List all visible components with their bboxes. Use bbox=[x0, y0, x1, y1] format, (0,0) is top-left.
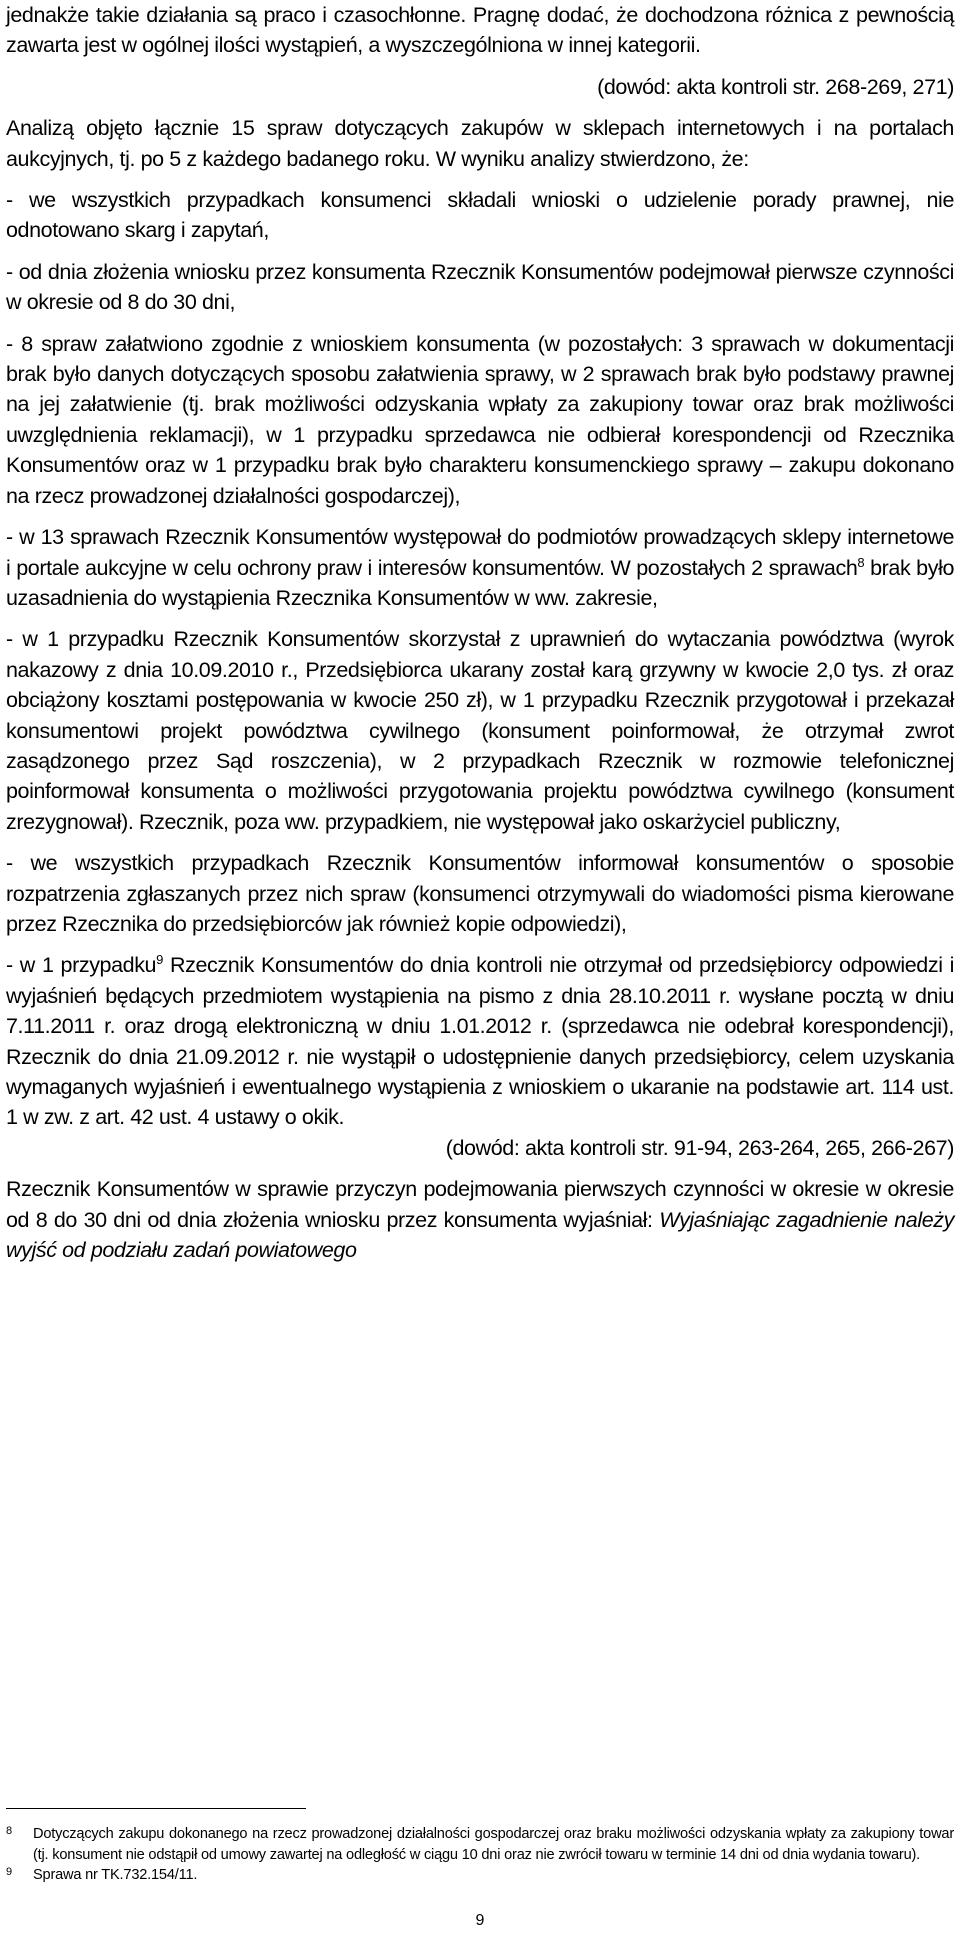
paragraph-text: Rzecznik Konsumentów w sprawie przyczyn podejmowania pierwszych czynności w okresie w okresie od 8 do 30 dni od dnia złożenia wniosku przez konsumenta wyjaśniał: bbox=[6, 1177, 954, 1232]
paragraph: Analizą objęto łącznie 15 spraw dotyczących zakupów w sklepach internetowych i na portalach aukcyjnych, tj. po 5 z każdego badanego roku. W wyniku analizy stwierdzono, że: bbox=[6, 116, 954, 171]
list-item: - we wszystkich przypadkach Rzecznik Konsumentów informował konsumentów o sposobie rozpatrzenia zgłaszanych przez nich spraw (konsumenci otrzymywali do wiadomości pisma kierowane przez Rzecznika do przedsiębiorców jak również kopie odpowiedzi), bbox=[6, 851, 954, 936]
list-item: - we wszystkich przypadkach konsumenci składali wnioski o udzielenie porady prawnej, nie odnotowano skarg i zapytań, bbox=[6, 188, 954, 243]
body-text bbox=[6, 0, 954, 1276]
footnote-text: Dotyczących zakupu dokonanego na rzecz prowadzonej działalności gospodarczej oraz braku możliwości odzyskania wpłaty za zakupiony towar (tj. konsument nie odstąpił od umowy zawartej na odległość w ciągu 10 dni oraz nie zwrócił towaru w terminie 14 dni od dnia wydania towaru). bbox=[33, 1826, 954, 1863]
list-item: - od dnia złożenia wniosku przez konsumenta Rzecznik Konsumentów podejmował pierwsze czynności w okresie od 8 do 30 dni, bbox=[6, 259, 954, 315]
list-item-text: - w 1 przypadku bbox=[6, 953, 157, 978]
page-number: 9 bbox=[475, 1912, 485, 1929]
footnote-mark: 8 bbox=[6, 1825, 12, 1837]
footnote-ref: 8 bbox=[857, 554, 865, 570]
footnote-separator bbox=[6, 1808, 306, 1809]
list-item: - w 1 przypadku Rzecznik Konsumentów skorzystał z uprawnień do wytaczania powództwa (wyrok nakazowy z dnia 10.09.2010 r., Przedsiębiorca ukarany został karą grzywny w kwocie 2,0 tys. zł oraz obciążony kosztami postępowania w kwocie 250 zł), w 1 przypadku Rzecznik przygotował i przekazał konsumentowi projekt powództwa cywilnego (konsument poinformował, że otrzymał zwrot zasądzonego przez Sąd roszczenia), w 2 przypadkach Rzecznik w rozmowie telefonicznej poinformował konsumenta o możliwości przygotowania projektu powództwa cywilnego (konsument zrezygnował). Rzecznik, poza ww. przypadkiem, nie występował jako oskarżyciel publiczny, bbox=[6, 627, 954, 834]
list-item-text: brak było uzasadnienia do wystąpienia Rzecznika Konsumentów w ww. zakresie, bbox=[6, 555, 954, 610]
footnote-mark: 9 bbox=[6, 1866, 12, 1878]
list-item-text: Rzecznik Konsumentów do dnia kontroli nie otrzymał od przedsiębiorcy odpowiedzi i wyjaśnień będących przedmiotem wystąpienia na pismo z dnia 28.10.2011 r. wysłane pocztą w dniu 7.11.2011 r. oraz drogą elektroniczną w dniu 1.01.2012 r. (sprzedawca nie odebrał korespondencji), Rzecznik do dnia 21.09.2012 r. nie wystąpił o udostępnienie danych przedsiębiorcy, celem uzyskania wymaganych wyjaśnień i ewentualnego wystąpienia z wnioskiem o ukaranie na podstawie art. 114 ust. 1 w zw. z art. 42 ust. 4 ustawy o okik. bbox=[6, 953, 954, 1130]
quoted-text: Wyjaśniając zagadnienie należy wyjść od podziału zadań powiatowego bbox=[6, 1207, 954, 1263]
evidence-reference: (dowód: akta kontroli str. 91-94, 263-264, 265, 266-267) bbox=[445, 1135, 954, 1160]
list-item bbox=[6, 522, 954, 613]
footnote-ref: 9 bbox=[156, 952, 163, 968]
list-item-text: - w 13 sprawach Rzecznik Konsumentów występował do podmiotów prowadzących sklepy internetowe i portale aukcyjne w celu ochrony praw i interesów konsumentów. W pozostałych 2 sprawach bbox=[6, 525, 954, 580]
footnote bbox=[6, 1824, 954, 1865]
paragraph: jednakże takie działania są praco i czasochłonne. Pragnę dodać, że dochodzona różnica z pewnością zawarta jest w ogólnej ilości wystąpień, a wyszczególniona w innej kategorii. bbox=[6, 3, 954, 58]
paragraph bbox=[6, 1174, 954, 1265]
evidence-reference: (dowód: akta kontroli str. 268-269, 271) bbox=[597, 74, 954, 99]
list-item: - 8 spraw załatwiono zgodnie z wnioskiem konsumenta (w pozostałych: 3 sprawach w dokumentacji brak było danych dotyczących sposobu załatwienia sprawy, w 2 sprawach brak było podstawy prawnej na jej załatwienie (tj. brak możliwości odzyskania wpłaty za zakupiony towar oraz brak możliwości uwzględnienia reklamacji), w 1 przypadku sprzedawca nie odbierał korespondencji od Rzecznika Konsumentów oraz w 1 przypadku brak było charakteru konsumenckiego sprawy – zakupu dokonano na rzecz prowadzonej działalności gospodarczej), bbox=[6, 331, 954, 508]
footnote bbox=[6, 1865, 954, 1886]
footnote-text: Sprawa nr TK.732.154/11. bbox=[33, 1867, 198, 1883]
list-item bbox=[6, 950, 954, 1132]
footnotes bbox=[6, 1824, 954, 1886]
